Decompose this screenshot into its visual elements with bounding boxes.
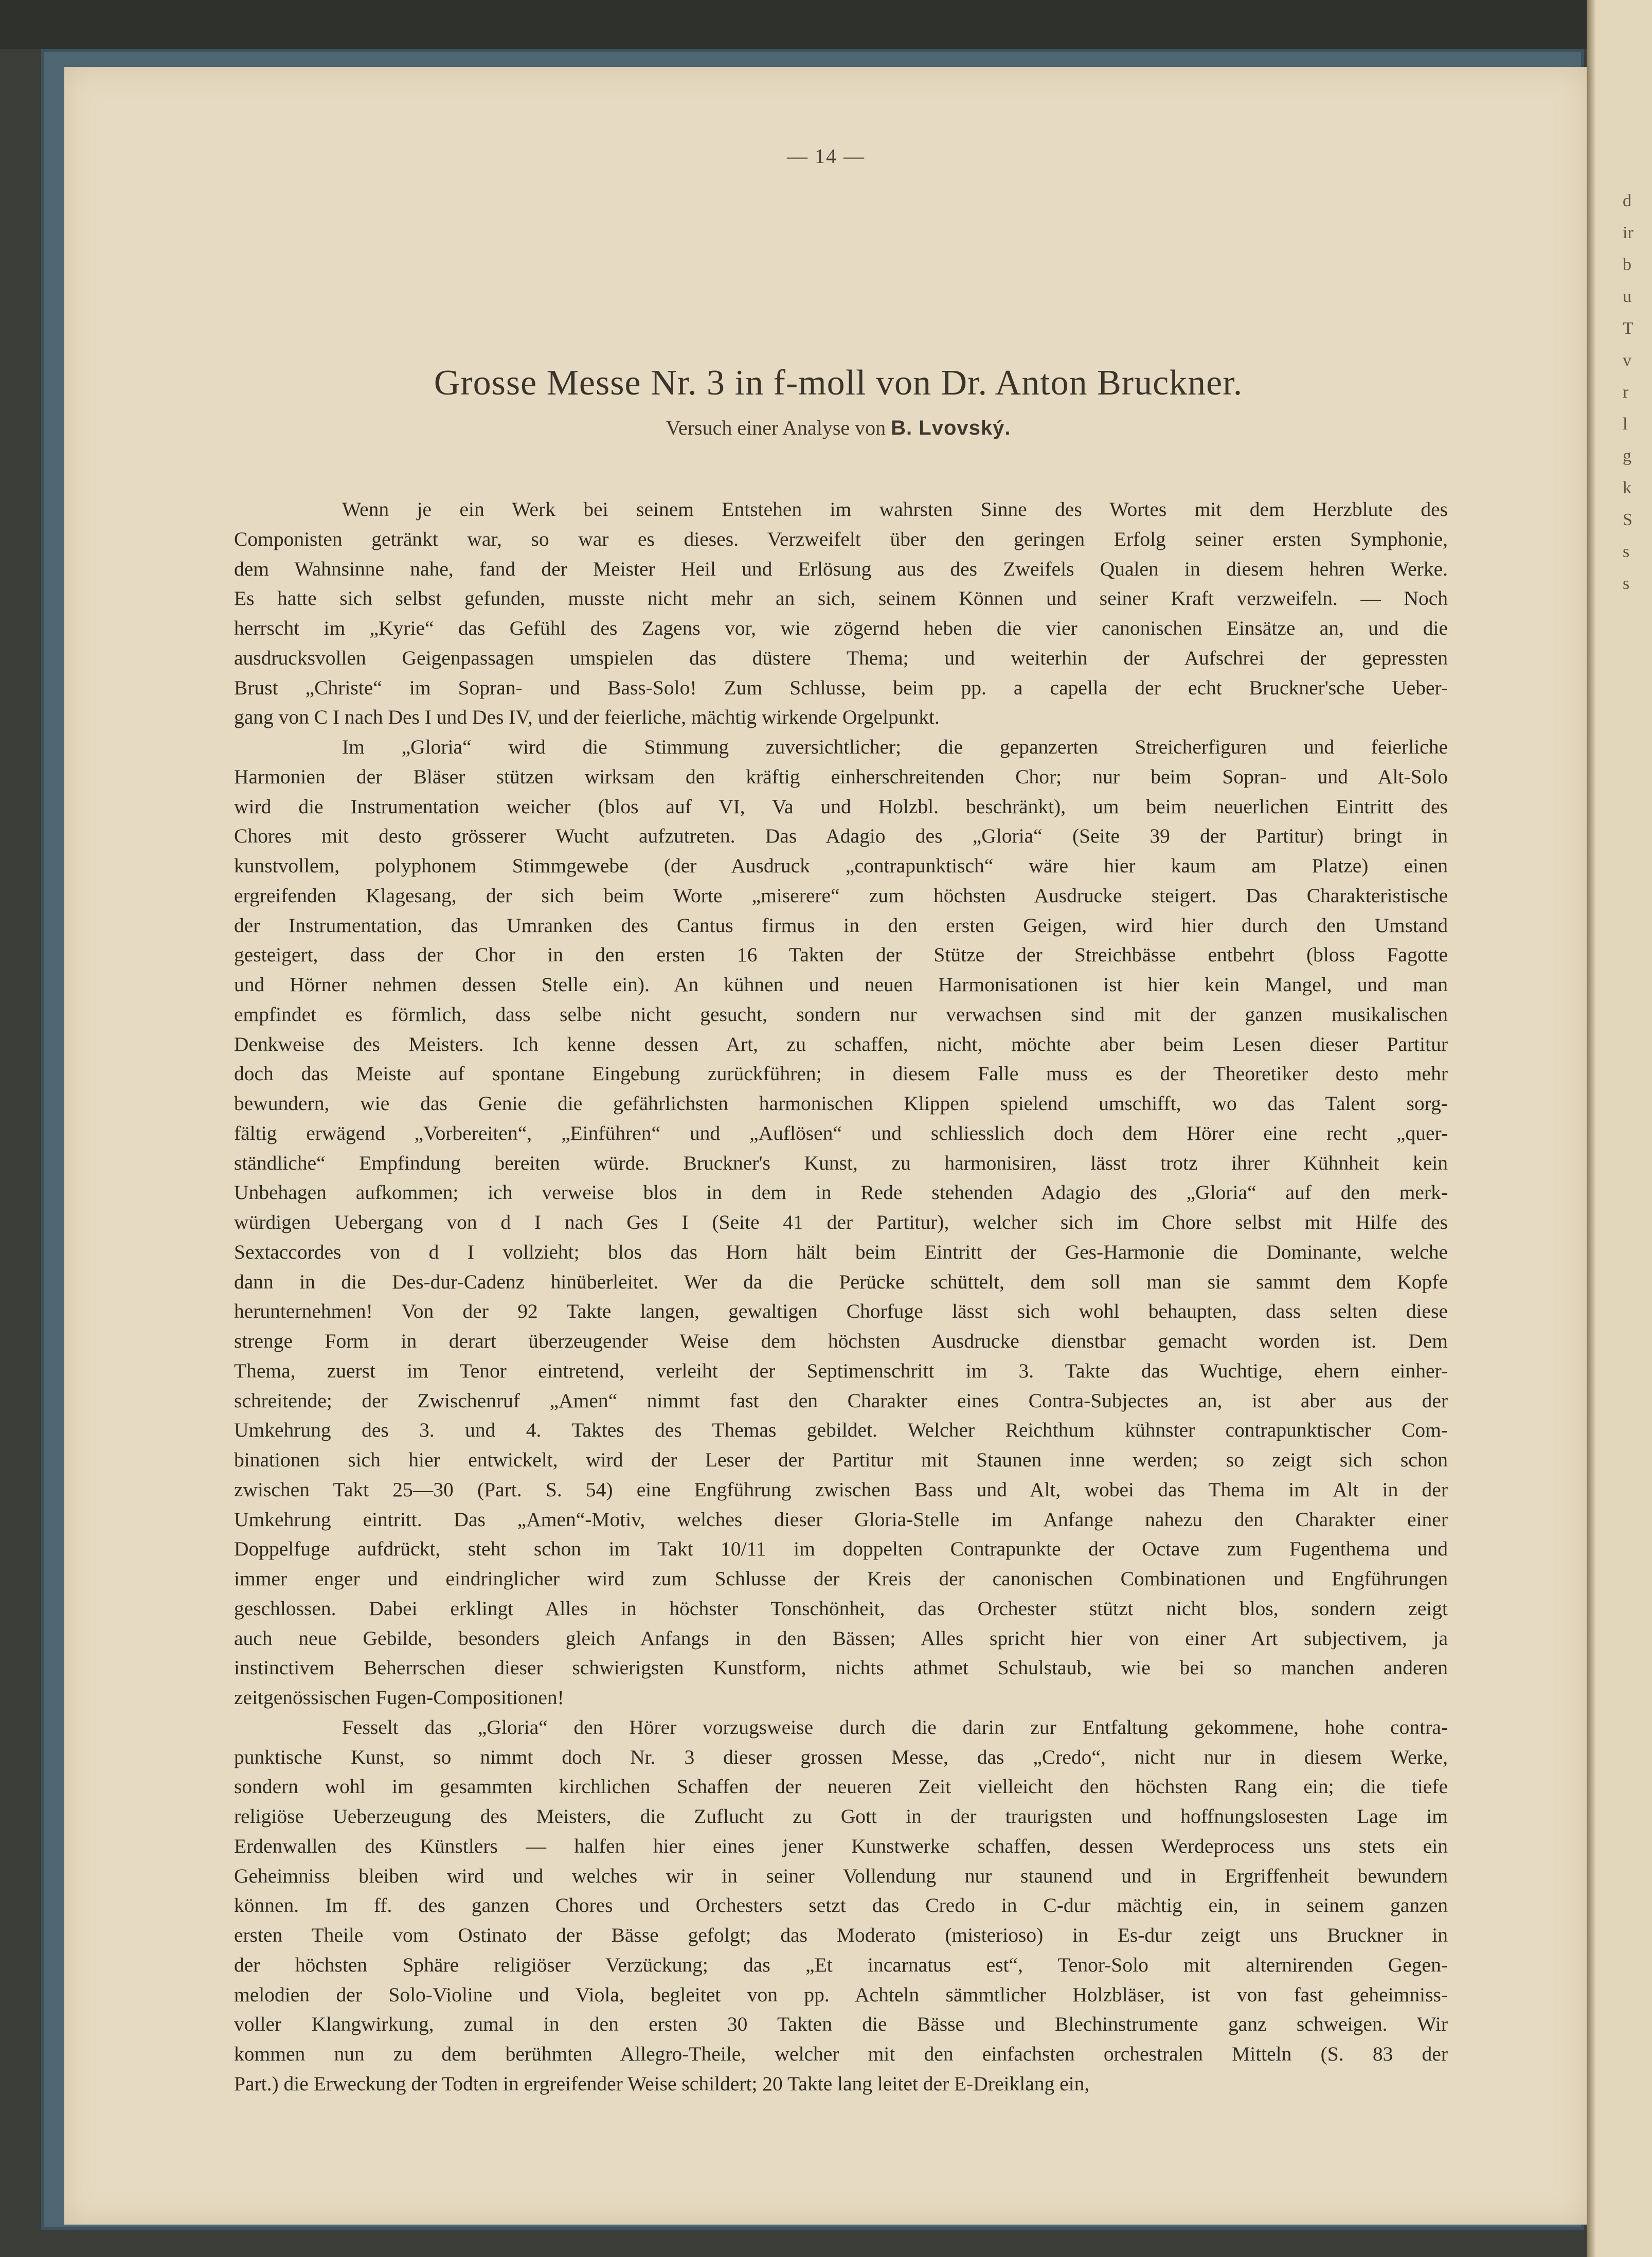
author-name: B. Lvovský. <box>891 417 1011 439</box>
text-line: gang von C I nach Des I und Des IV, und der feierliche, mächtig wirkende Orgelpunkt. <box>234 706 940 729</box>
text-line: immer enger und eindringlicher wird zum Schlusse der Kreis der canonischen Combinationen und Engführungen <box>234 1567 1448 1590</box>
text-line: Erdenwallen des Künstlers — halfen hier eines jener Kunstwerke schaffen, dessen Werdeprocess uns stets ein <box>234 1834 1448 1857</box>
text-line: Unbehagen aufkommen; ich verweise blos in dem in Rede stehenden Adagio des „Gloria“ auf den merk- <box>234 1181 1448 1204</box>
margin-fragment: g <box>1623 446 1631 465</box>
text-line: Denkweise des Meisters. Ich kenne dessen Art, zu schaffen, nicht, möchte aber beim Lesen dieser Partitur <box>234 1032 1448 1055</box>
text-line: Geheimniss bleiben wird und welches wir in seiner Vollendung nur staunend und in Ergriffenheit bewundern <box>234 1864 1448 1887</box>
text-line: punktische Kunst, so nimmt doch Nr. 3 dieser grossen Messe, das „Credo“, nicht nur in diesem Werke, <box>234 1745 1448 1768</box>
text-line: Part.) die Erweckung der Todten in ergreifender Weise schildert; 20 Takte lang leitet der E-Dreiklang ein, <box>234 2072 1090 2095</box>
text-line: instinctivem Beherrschen dieser schwierigsten Kunstform, nichts athmet Schulstaub, wie bei so manchen anderen <box>234 1656 1448 1679</box>
text-line: kunstvollem, polyphonem Stimmgewebe (der Ausdruck „contrapunktisch“ wäre hier kaum am Platze) einen <box>234 854 1448 877</box>
text-line: können. Im ff. des ganzen Chores und Orchesters setzt das Credo in C-dur mächtig ein, in seinem ganzen <box>234 1894 1448 1917</box>
text-line: Es hatte sich selbst gefunden, musste nicht mehr an sich, seinem Können und seiner Kraft verzweifeln. — Noch <box>234 587 1448 610</box>
text-line: herrscht im „Kyrie“ das Gefühl des Zagens vor, wie zögernd heben die vier canonischen Einsätze an, und die <box>234 617 1448 639</box>
text-line: würdigen Uebergang von d I nach Ges I (Seite 41 der Partitur), welcher sich im Chore selbst mit Hilfe des <box>234 1211 1448 1233</box>
text-line: zeitgenössischen Fugen-Compositionen! <box>234 1686 564 1709</box>
text-line: kommen nun zu dem berühmten Allegro-Theile, welcher mit den einfachsten orchestralen Mitteln (S. 83 der <box>234 2043 1448 2065</box>
text-line: wird die Instrumentation weicher (blos auf VI, Va und Holzbl. beschränkt), um beim neuerlichen Eintritt des <box>234 795 1448 818</box>
text-line: dann in die Des-dur-Cadenz hinüberleitet. Wer da die Perücke schüttelt, dem soll man sie sammt dem Kopfe <box>234 1270 1448 1293</box>
text-line: Im „Gloria“ wird die Stimmung zuversichtlicher; die gepanzerten Streicherfiguren und feierliche <box>342 736 1448 758</box>
text-line: doch das Meiste auf spontane Eingebung zurückführen; in diesem Falle muss es der Theoretiker desto mehr <box>234 1062 1448 1085</box>
page-number: — 14 — <box>787 145 865 168</box>
text-line: empfindet es förmlich, dass selbe nicht gesucht, sondern nur verwachsen sind mit der ganzen musikalischen <box>234 1002 1448 1026</box>
page-gutter-shadow <box>1587 0 1596 2257</box>
text-line: Chores mit desto grösserer Wucht aufzutreten. Das Adagio des „Gloria“ (Seite 39 der Partitur) bringt in <box>234 825 1448 848</box>
text-line: strenge Form in derart überzeugender Weise dem höchsten Ausdrucke dienstbar gemacht worden ist. Dem <box>234 1330 1448 1352</box>
text-line: fältig erwägend „Vorbereiten“, „Einführen“ und „Auflösen“ und schliesslich doch dem Hörer eine recht „quer- <box>234 1121 1448 1144</box>
text-line: ausdrucksvollen Geigenpassagen umspielen das düstere Thema; und weiterhin der Aufschrei der gepressten <box>234 646 1448 669</box>
text-line: der Instrumentation, das Umranken des Cantus firmus in den ersten Geigen, wird hier durch den Umstand <box>234 913 1448 937</box>
text-line: Thema, zuerst im Tenor eintretend, verleiht der Septimenschritt im 3. Takte das Wuchtige, ehern einher- <box>234 1359 1448 1382</box>
margin-fragment: v <box>1623 351 1631 370</box>
text-line: Umkehrung eintritt. Das „Amen“-Motiv, welches dieser Gloria-Stelle im Anfange nahezu den Charakter einer <box>234 1508 1448 1531</box>
text-line: Umkehrung des 3. und 4. Taktes des Themas gebildet. Welcher Reichthum kühnster contrapunktischer Com- <box>234 1419 1448 1442</box>
text-line: Sextaccordes von d I vollzieht; blos das Horn hält beim Eintritt der Ges-Harmonie die Dominante, welche <box>234 1240 1448 1263</box>
text-line: voller Klangwirkung, zumal in den ersten 30 Takten die Bässe und Blechinstrumente ganz schweigen. Wir <box>234 2013 1448 2036</box>
margin-fragment: S <box>1623 510 1632 529</box>
margin-fragment: r <box>1623 383 1629 402</box>
text-line: bewundern, wie das Genie die gefährlichsten harmonischen Klippen spielend umschifft, wo das Talent sorg- <box>234 1092 1448 1115</box>
text-line: gesteigert, dass der Chor in den ersten 16 Takten der Stütze der Streichbässe entbehrt (bloss Fagotte <box>234 943 1448 966</box>
text-line: schreitende; der Zwischenruf „Amen“ nimmt fast den Charakter eines Contra-Subjectes an, ist aber aus der <box>234 1389 1448 1412</box>
text-line: ständliche“ Empfindung bereiten würde. Bruckner's Kunst, zu harmonisiren, lässt trotz ihrer Kühnheit kein <box>234 1151 1448 1174</box>
text-line: ergreifenden Klagesang, der sich beim Worte „miserere“ zum höchsten Ausdrucke steigert. Das Charakteristische <box>234 884 1448 907</box>
scan-top-background <box>0 0 1587 49</box>
text-line: religiöse Ueberzeugung des Meisters, die Zuflucht zu Gott in der traurigsten und hoffnungslosesten Lage im <box>234 1805 1448 1828</box>
text-line: ersten Theile vom Ostinato der Bässe gefolgt; das Moderato (misterioso) in Es-dur zeigt uns Bruckner in <box>234 1924 1448 1946</box>
text-line: melodien der Solo-Violine und Viola, begleitet von pp. Achteln sämmtlicher Holzbläser, ist von fast geheimniss- <box>234 1983 1448 2006</box>
adjacent-page-text-fragments <box>1623 185 1643 600</box>
text-line: herunternehmen! Von der 92 Takte langen, gewaltigen Chorfuge lässt sich wohl behaupten, dass selten diese <box>234 1300 1448 1323</box>
text-line: zwischen Takt 25—30 (Part. S. 54) eine Engführung zwischen Bass und Alt, wobei das Thema im Alt in der <box>234 1478 1448 1501</box>
text-line: Fesselt das „Gloria“ den Hörer vorzugsweise durch die darin zur Entfaltung gekommene, hohe contra- <box>342 1715 1448 1739</box>
margin-fragment: T <box>1623 319 1633 338</box>
margin-fragment: s <box>1623 542 1630 561</box>
margin-fragment: b <box>1623 255 1631 274</box>
margin-fragment: k <box>1623 478 1631 497</box>
article-title: Grosse Messe Nr. 3 in f-moll von Dr. Anton Bruckner. <box>434 363 1243 403</box>
margin-fragment: ir <box>1623 223 1633 242</box>
text-line: der höchsten Sphäre religiöser Verzückung; das „Et incarnatus est“, Tenor-Solo mit alternirenden Gegen- <box>234 1953 1448 1976</box>
text-line: sondern wohl im gesammten kirchlichen Schaffen der neueren Zeit vielleicht den höchsten Rang ein; die tiefe <box>234 1775 1448 1798</box>
text-line: Doppelfuge aufdrückt, steht schon im Takt 10/11 im doppelten Contrapunkte der Octave zum Fugenthema und <box>234 1537 1448 1561</box>
subtitle-prefix: Versuch einer Analyse von <box>666 416 886 439</box>
article-subtitle <box>226 416 1450 440</box>
margin-fragment: d <box>1623 191 1631 210</box>
margin-fragment: l <box>1623 415 1628 434</box>
margin-fragment: s <box>1623 574 1630 593</box>
margin-fragment: u <box>1623 287 1631 306</box>
text-line: binationen sich hier entwickelt, wird der Leser der Partitur mit Staunen inne werden; so zeigt sich schon <box>234 1448 1448 1471</box>
text-line: Wenn je ein Werk bei seinem Entstehen im wahrsten Sinne des Wortes mit dem Herzblute des <box>342 498 1448 521</box>
text-line: und Hörner nehmen dessen Stelle ein). An kühnen und neuen Harmonisationen ist hier kein Mangel, und man <box>234 973 1448 996</box>
text-line: Componisten getränkt war, so war es dieses. Verzweifelt über den geringen Erfolg seiner ersten Symphonie, <box>234 527 1448 550</box>
text-line: auch neue Gebilde, besonders gleich Anfangs in den Bässen; Alles spricht hier von einer Art subjectivem, ja <box>234 1626 1448 1650</box>
text-line: dem Wahnsinne nahe, fand der Meister Heil und Erlösung aus des Zweifels Qualen in diesem hehren Werke. <box>234 557 1448 580</box>
article-body <box>234 495 1448 2099</box>
text-line: geschlossen. Dabei erklingt Alles in höchster Tonschönheit, das Orchester stützt nicht blos, sondern zeigt <box>234 1597 1448 1620</box>
text-line: Brust „Christe“ im Sopran- und Bass-Solo! Zum Schlusse, beim pp. a capella der echt Bruckner'sche Ueber- <box>234 676 1448 699</box>
text-line: Harmonien der Bläser stützen wirksam den kräftig einherschreitenden Chor; nur beim Sopran- und Alt-Solo <box>234 765 1448 788</box>
